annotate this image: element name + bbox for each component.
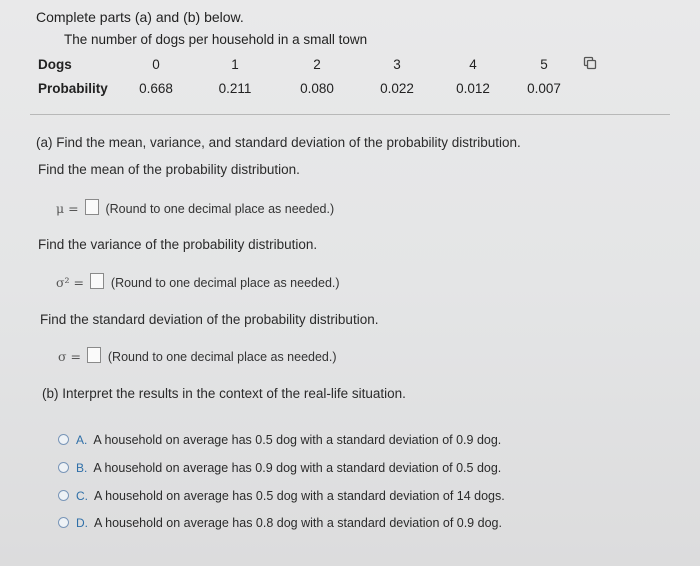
part-b-prompt: (b) Interpret the results in the context of the real-life situation. [42, 386, 406, 401]
mean-prompt: Find the mean of the probability distribution. [38, 162, 300, 177]
sd-hint: (Round to one decimal place as needed.) [107, 350, 337, 364]
section-divider [30, 114, 670, 115]
table-cell-probability: 0.668 [139, 81, 173, 96]
variance-input[interactable] [90, 273, 104, 289]
variance-hint: (Round to one decimal place as needed.) [110, 276, 340, 290]
table-cell-probability: 0.211 [218, 81, 252, 96]
part-a-prompt: (a) Find the mean, variance, and standard deviation of the probability distribution. [36, 135, 521, 150]
variance-symbol: σ² = [56, 275, 84, 290]
table-cell-dogs: 0 [152, 57, 160, 72]
sd-prompt: Find the standard deviation of the probability distribution. [40, 312, 379, 327]
option-b-text: A household on average has 0.9 dog with a standard deviation of 0.5 dog. [93, 461, 502, 475]
table-cell-dogs: 5 [540, 57, 548, 72]
table-cell-dogs: 1 [231, 57, 239, 72]
option-a-text: A household on average has 0.5 dog with a standard deviation of 0.9 dog. [93, 433, 502, 447]
table-caption: The number of dogs per household in a small town [64, 32, 368, 47]
option-c-letter: C. [76, 489, 88, 503]
mean-input[interactable] [85, 199, 99, 215]
radio-option-d[interactable] [58, 517, 69, 528]
sd-input[interactable] [87, 347, 101, 363]
option-c[interactable] [58, 487, 505, 505]
option-d-letter: D. [76, 516, 88, 530]
table-cell-dogs: 2 [313, 57, 321, 72]
probability-row-label: Probability [38, 81, 108, 96]
radio-option-b[interactable] [58, 462, 69, 473]
mean-symbol: μ = [56, 201, 79, 216]
option-b[interactable] [58, 459, 501, 477]
table-cell-probability: 0.007 [527, 81, 561, 96]
table-cell-probability: 0.080 [300, 81, 334, 96]
dogs-row-label: Dogs [38, 57, 72, 72]
option-b-letter: B. [76, 461, 88, 475]
option-c-text: A household on average has 0.5 dog with a standard deviation of 14 dogs. [94, 489, 505, 503]
option-a-letter: A. [76, 433, 88, 447]
copy-icon[interactable] [583, 56, 597, 70]
mean-answer-row [56, 199, 334, 218]
variance-prompt: Find the variance of the probability distribution. [38, 237, 318, 252]
radio-option-c[interactable] [58, 490, 69, 501]
mean-hint: (Round to one decimal place as needed.) [105, 202, 335, 216]
option-d-text: A household on average has 0.8 dog with a standard deviation of 0.9 dog. [94, 516, 502, 530]
instruction-text: Complete parts (a) and (b) below. [36, 9, 244, 25]
table-cell-probability: 0.022 [380, 81, 414, 96]
table-cell-dogs: 3 [393, 57, 401, 72]
table-cell-dogs: 4 [469, 57, 477, 72]
option-a[interactable] [58, 431, 501, 449]
radio-option-a[interactable] [58, 434, 69, 445]
variance-answer-row [56, 273, 340, 292]
option-d[interactable] [58, 514, 502, 532]
sd-answer-row [58, 347, 337, 366]
table-cell-probability: 0.012 [456, 81, 490, 96]
sd-symbol: σ = [58, 349, 81, 364]
